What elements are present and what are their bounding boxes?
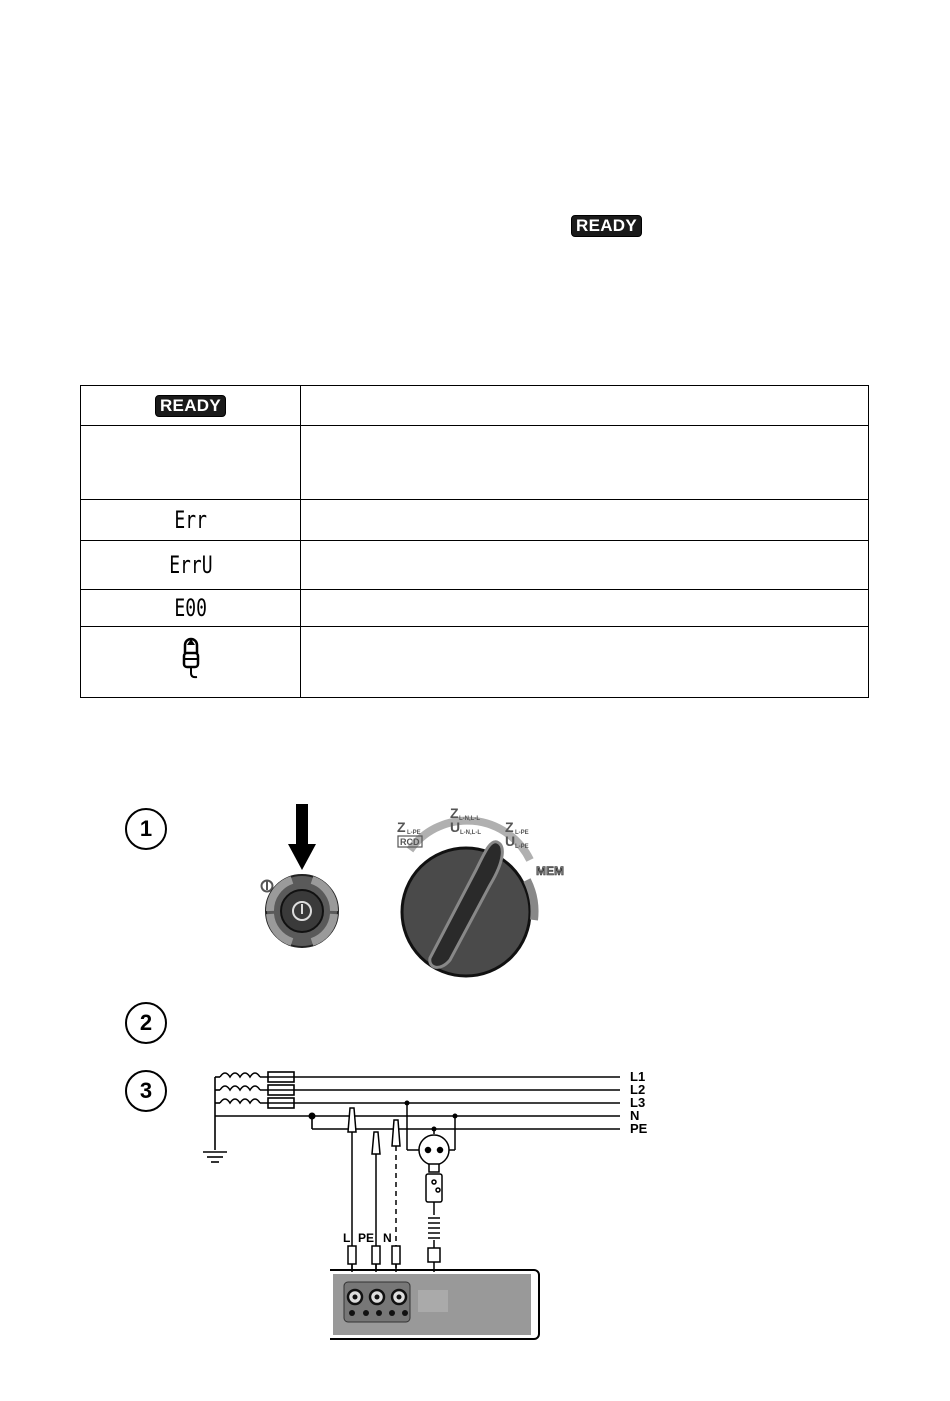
svg-text:L-PE: L-PE	[515, 844, 529, 850]
svg-text:L-N,L-L: L-N,L-L	[459, 816, 480, 822]
switch-label-mem: MEM	[536, 864, 564, 878]
step-2-marker: 2	[125, 1002, 167, 1044]
line-label-n: N	[630, 1108, 640, 1123]
lcd-err-symbol: Err	[174, 506, 207, 535]
wiring-diagram	[200, 1060, 670, 1345]
table-row	[81, 500, 869, 541]
symbol-cell	[81, 500, 301, 541]
symbol-cell	[81, 386, 301, 426]
table-row	[81, 426, 869, 500]
switch-label-z-u-lpe	[505, 819, 529, 850]
svg-text:Z: Z	[450, 805, 459, 821]
svg-text:L-N,L-L: L-N,L-L	[460, 830, 481, 836]
power-symbol-icon	[262, 881, 273, 892]
probe-label-l: L	[343, 1231, 351, 1245]
probe-label-n: N	[383, 1231, 392, 1245]
lcd-e00-symbol: E00	[174, 593, 207, 622]
svg-text:Z: Z	[397, 819, 406, 835]
plug-icon	[176, 637, 206, 681]
switch-label-z-lpe-rcd	[397, 819, 422, 847]
symbol-cell	[81, 626, 301, 697]
svg-text:U: U	[505, 833, 516, 849]
arrow-down-icon	[288, 804, 316, 870]
line-label-l1: L1	[630, 1069, 646, 1084]
power-button[interactable]	[266, 875, 338, 947]
socket-adapter	[407, 1103, 455, 1262]
description-cell	[301, 426, 869, 500]
probe-label-pe: PE	[358, 1231, 375, 1245]
svg-text:L-PE: L-PE	[515, 830, 529, 836]
symbol-cell	[81, 426, 301, 500]
status-table	[80, 385, 869, 698]
line-label-l2: L2	[630, 1082, 646, 1097]
table-row	[81, 386, 869, 426]
svg-text:L-PE: L-PE	[407, 830, 421, 836]
table-row	[81, 541, 869, 589]
description-cell	[301, 626, 869, 697]
table-row	[81, 589, 869, 626]
description-cell	[301, 386, 869, 426]
ready-badge: READY	[155, 395, 226, 417]
meter-body	[330, 1270, 539, 1339]
svg-text:RCD: RCD	[400, 837, 420, 847]
line-label-l3: L3	[630, 1095, 646, 1110]
description-cell	[301, 589, 869, 626]
table-row	[81, 626, 869, 697]
description-cell	[301, 500, 869, 541]
symbol-cell	[81, 541, 301, 589]
step-3-marker: 3	[125, 1070, 167, 1112]
svg-text:Z: Z	[505, 819, 514, 835]
meter-controls-illustration	[240, 800, 600, 990]
line-label-pe: PE	[630, 1121, 648, 1136]
switch-label-z-u-ln-ll	[450, 805, 481, 836]
description-cell	[301, 541, 869, 589]
ready-badge: READY	[571, 215, 642, 237]
svg-text:U: U	[450, 819, 461, 835]
lcd-erru-symbol: ErrU	[168, 551, 213, 580]
symbol-cell	[81, 589, 301, 626]
step-1-marker: 1	[125, 808, 167, 850]
